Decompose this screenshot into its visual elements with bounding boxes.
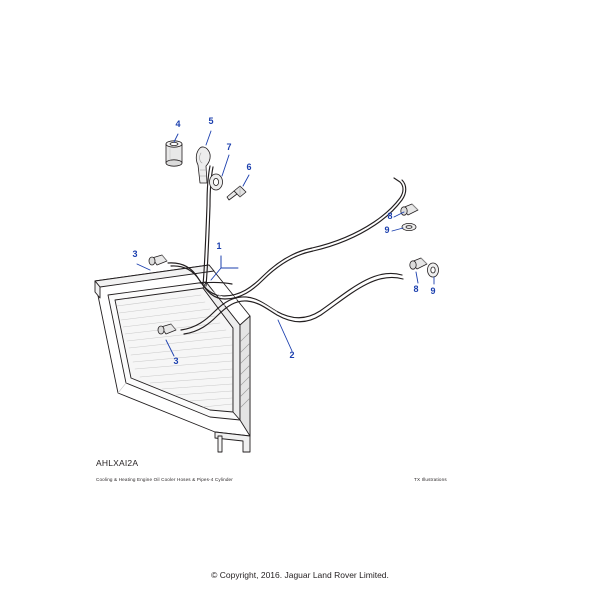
callout-3-upper: 3 [132,249,138,259]
part-9-oring-upper [402,223,416,230]
callout-2: 2 [289,350,295,360]
caption-block [96,458,516,487]
part-8-union-upper [401,204,418,215]
copyright-notice: © Copyright, 2016. Jaguar Land Rover Limited. [211,570,389,580]
part-4-bush [166,141,182,166]
callout-5: 5 [208,116,214,126]
callout-8-lower: 8 [413,284,419,294]
drawing-description: Cooling & Heating Engine Oil Cooler Hoses & Pipes-4 Cylinder [96,477,233,482]
part-9-oring-lower [428,263,439,277]
drawing-number: AHLXAI2A [96,458,139,468]
callout-6: 6 [246,162,252,172]
part-6-bolt [227,186,246,200]
part-8-union-lower [410,258,427,269]
callout-9-lower: 9 [430,286,436,296]
callout-4: 4 [175,119,181,129]
part-7-washer [210,174,223,190]
callout-8-upper: 8 [387,211,393,221]
callout-9-upper: 9 [384,225,390,235]
callout-1: 1 [216,241,222,251]
part-3-fitting-upper [149,255,167,265]
callout-7: 7 [226,142,232,152]
illustration-credit: TX Illustrations [414,477,447,482]
callout-3-lower: 3 [173,356,179,366]
